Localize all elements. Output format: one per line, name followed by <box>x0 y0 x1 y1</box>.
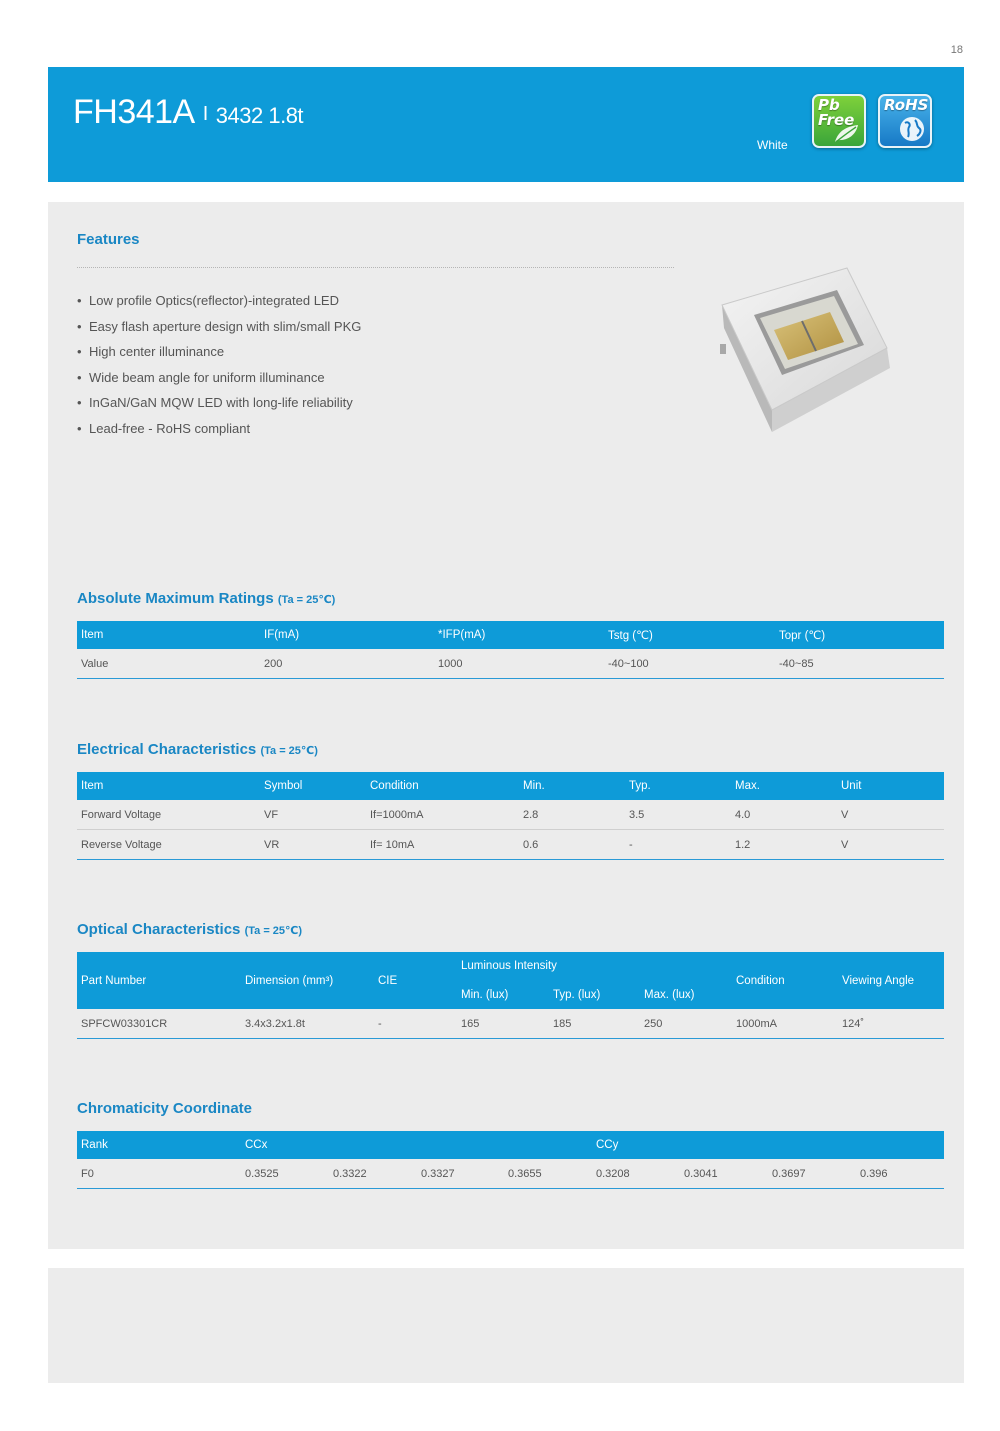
table-header-cell: Max. (lux) <box>640 980 732 1009</box>
table-cell: Reverse Voltage <box>77 830 260 860</box>
table-header-cell: Viewing Angle <box>838 952 944 1009</box>
table-cell: 1.2 <box>731 830 837 860</box>
table-row <box>77 1009 944 1039</box>
table-cell: 4.0 <box>731 800 837 830</box>
table-cell: 0.3041 <box>680 1159 768 1189</box>
features-title: Features <box>77 231 140 248</box>
led-package-image <box>712 260 897 445</box>
table-cell: F0 <box>77 1159 241 1189</box>
title-separator: I <box>202 103 208 125</box>
table-cell: 3.4x3.2x1.8t <box>241 1009 374 1039</box>
model-name: FH341A <box>73 93 195 131</box>
table-header-cell: CCx <box>241 1131 592 1159</box>
package-name: 3432 1.8t <box>215 103 304 128</box>
table-cell: SPFCW03301CR <box>77 1009 241 1039</box>
abs-max-title: Absolute Maximum Ratings (Ta = 25℃) <box>77 590 336 607</box>
table-cell: -40~85 <box>775 649 944 679</box>
table-cell: 124˚ <box>838 1009 944 1039</box>
table-header-cell: Tstg (℃) <box>604 621 775 649</box>
table-cell: 0.3525 <box>241 1159 329 1189</box>
table-cell: 0.396 <box>856 1159 944 1189</box>
table-header-cell: Max. <box>731 772 837 800</box>
feature-item: • Low profile Optics(reflector)-integrated LED <box>77 293 339 308</box>
table-row <box>77 830 944 860</box>
table-cell: If=1000mA <box>366 800 519 830</box>
table-cell: VF <box>260 800 366 830</box>
table-cell: 0.3208 <box>592 1159 680 1189</box>
table-cell: VR <box>260 830 366 860</box>
abs-max-condition: (Ta = 25℃) <box>277 594 336 606</box>
optical-table <box>77 952 944 1039</box>
table-cell: 185 <box>549 1009 640 1039</box>
table-cell: 250 <box>640 1009 732 1039</box>
table-cell: - <box>374 1009 457 1039</box>
table-header-cell: Dimension (mm³) <box>241 952 374 1009</box>
table-cell: Forward Voltage <box>77 800 260 830</box>
table-cell: If= 10mA <box>366 830 519 860</box>
table-header-cell: Topr (℃) <box>775 621 944 649</box>
table-cell: 200 <box>260 649 434 679</box>
globe-icon <box>897 114 927 144</box>
table-row <box>77 1159 944 1189</box>
table-cell: V <box>837 830 944 860</box>
table-header-row <box>77 952 944 980</box>
table-cell: 0.3327 <box>417 1159 504 1189</box>
feature-item: • High center illuminance <box>77 344 225 359</box>
table-header-cell: IF(mA) <box>260 621 434 649</box>
feature-item: • Lead-free - RoHS compliant <box>77 420 251 436</box>
table-cell: -40~100 <box>604 649 775 679</box>
table-header-row <box>77 621 944 649</box>
table-header-row <box>77 1131 944 1159</box>
feature-item: • Wide beam angle for uniform illuminance <box>77 369 325 385</box>
table-cell: - <box>625 830 731 860</box>
features-divider <box>77 267 674 268</box>
table-row <box>77 800 944 830</box>
chromaticity-table <box>77 1131 944 1189</box>
table-header-cell: Item <box>77 772 260 800</box>
table-header-cell: Min. <box>519 772 625 800</box>
table-cell: V <box>837 800 944 830</box>
electrical-table <box>77 772 944 860</box>
table-header-cell: CCy <box>592 1131 944 1159</box>
rohs-badge <box>878 94 932 148</box>
table-cell: 1000 <box>434 649 604 679</box>
features-list <box>77 291 361 444</box>
optical-condition: (Ta = 25℃) <box>244 925 303 937</box>
table-row <box>77 649 944 679</box>
table-cell: 2.8 <box>519 800 625 830</box>
table-header-cell: Rank <box>77 1131 241 1159</box>
table-cell: 1000mA <box>732 1009 838 1039</box>
table-cell: 0.6 <box>519 830 625 860</box>
table-cell: Value <box>77 649 260 679</box>
leaf-icon <box>831 122 861 144</box>
pb-text: Pb <box>818 96 840 114</box>
table-header-cell: Unit <box>837 772 944 800</box>
variant-label: White <box>757 138 788 152</box>
table-header-cell: Item <box>77 621 260 649</box>
chromaticity-title: Chromaticity Coordinate <box>77 1100 253 1117</box>
table-header-cell: *IFP(mA) <box>434 621 604 649</box>
table-header-cell: Typ. <box>625 772 731 800</box>
table-header-cell: Condition <box>732 952 838 1009</box>
table-header-cell: CIE <box>374 952 457 1009</box>
table-cell: 0.3322 <box>329 1159 417 1189</box>
footer-panel <box>48 1268 964 1383</box>
header-banner <box>48 67 964 182</box>
pb-free-badge <box>812 94 866 148</box>
page-number: 18 <box>950 44 963 56</box>
table-header-row <box>77 772 944 800</box>
optical-title: Optical Characteristics (Ta = 25℃) <box>77 921 303 938</box>
electrical-condition: (Ta = 25℃) <box>260 745 318 757</box>
feature-item: • InGaN/GaN MQW LED with long-life reliability <box>77 395 353 410</box>
abs-max-table <box>77 621 944 679</box>
table-cell: 3.5 <box>625 800 731 830</box>
table-cell: 165 <box>457 1009 549 1039</box>
table-header-cell: Symbol <box>260 772 366 800</box>
table-header-cell: Condition <box>366 772 519 800</box>
feature-item: • Easy flash aperture design with slim/small PKG <box>77 318 362 334</box>
table-header-cell: Part Number <box>77 952 241 1009</box>
electrical-title: Electrical Characteristics (Ta = 25℃) <box>77 741 318 758</box>
product-title <box>73 93 303 132</box>
table-header-cell: Luminous Intensity <box>457 952 732 980</box>
table-cell: 0.3655 <box>504 1159 592 1189</box>
rohs-text: RoHS <box>884 96 929 114</box>
table-header-cell: Typ. (lux) <box>549 980 640 1009</box>
free-text: Free <box>818 111 855 129</box>
table-cell: 0.3697 <box>768 1159 856 1189</box>
table-header-cell: Min. (lux) <box>457 980 549 1009</box>
